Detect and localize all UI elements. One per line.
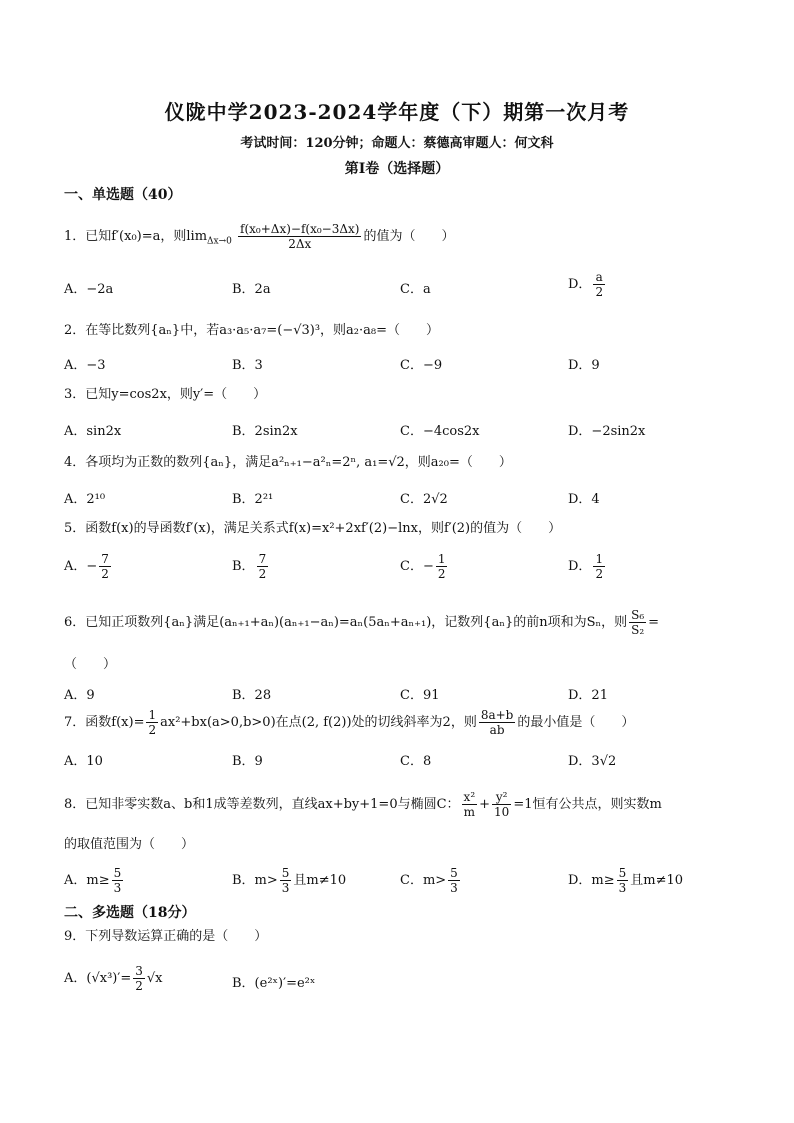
option-a[interactable]: A．−2a [64, 282, 114, 297]
option-a[interactable]: A．9 [64, 688, 95, 703]
option-a[interactable]: A．sin2x [64, 424, 122, 439]
option-b[interactable]: B．(e²ˣ)′=e²ˣ [232, 976, 316, 991]
option-d[interactable]: D． $\frac{1}{2}$ [568, 552, 604, 581]
option-b[interactable]: B．3 [232, 358, 263, 373]
options-8 [64, 866, 734, 895]
option-d[interactable]: D．3√2 [568, 754, 617, 769]
question-2: 2．在等比数列{aₙ}中，若a₃·a₅·a₇=(−√3)³，则a₂·a₈=（ ） [64, 323, 439, 338]
option-d[interactable]: D． $\frac{a}{2}$ [568, 270, 604, 299]
option-a[interactable]: A．− $\frac{7}{2}$ [64, 552, 109, 581]
option-b[interactable]: B．2a [232, 282, 271, 297]
option-d[interactable]: D．21 [568, 688, 608, 703]
option-c[interactable]: C．−9 [400, 358, 443, 373]
options-1 [64, 270, 734, 302]
options-4 [64, 488, 734, 512]
option-d[interactable]: D．−2sin2x [568, 424, 646, 439]
options-3 [64, 420, 734, 444]
option-b[interactable]: B．9 [232, 754, 263, 769]
option-a[interactable]: A．(√x³)′= $\frac{3}{2}$ √x [64, 964, 163, 993]
option-c[interactable]: C．8 [400, 754, 432, 769]
section-multi-choice: 二、多选题（18分） [64, 905, 196, 921]
fraction: $\frac{\text{f(x₀+Δx)−f(x₀−3Δx)}}{2\Delta x}$ [240, 222, 360, 251]
options-5 [64, 552, 734, 581]
question-6: 6．已知正项数列{aₙ}满足(aₙ₊₁+aₙ)(aₙ₊₁−aₙ)=aₙ(5aₙ+aₙ₊₁)，记数列{aₙ}的前n项和为Sₙ，则 $\frac{\text{S₆}}{\text{S₂}}$ = [64, 608, 660, 637]
question-8-continued: 的取值范围为（ ） [64, 837, 195, 852]
question-3: 3．已知y=cos2x，则y′=（ ） [64, 387, 267, 402]
exam-info: 考试时间：120分钟；命题人：蔡德高审题人：何文科 [240, 136, 554, 151]
option-d[interactable]: D．4 [568, 492, 600, 507]
option-c[interactable]: C．a [400, 282, 431, 297]
option-c[interactable]: C．2√2 [400, 492, 448, 507]
option-b[interactable]: B．28 [232, 688, 272, 703]
option-c[interactable]: C．− $\frac{1}{2}$ [400, 552, 446, 581]
option-d[interactable]: D．m≥ $\frac{5}{3}$ 且m≠10 [568, 866, 684, 895]
option-c[interactable]: C．−4cos2x [400, 424, 480, 439]
option-a[interactable]: A．m≥ $\frac{5}{3}$ [64, 866, 122, 895]
option-a[interactable]: A．2¹⁰ [64, 492, 106, 507]
option-b[interactable]: B． $\frac{7}{2}$ [232, 552, 267, 581]
option-d[interactable]: D．9 [568, 358, 600, 373]
question-8: 8．已知非零实数a、b和1成等差数列，直线ax+by+1=0与椭圆C： $\frac{\text{x²}}{m}$ + $\frac{\text{y²}}{10}$ =1恒有公共点，则实数m [64, 790, 662, 819]
option-a[interactable]: A．−3 [64, 358, 106, 373]
options-9 [64, 964, 734, 996]
option-b[interactable]: B．2sin2x [232, 424, 298, 439]
question-5: 5．函数f(x)的导函数f′(x)，满足关系式f(x)=x²+2xf′(2)−lnx，则f′(2)的值为（ ） [64, 521, 562, 536]
question-7: 7．函数f(x)= $\frac{1}{2}$ ax²+bx(a>0,b>0)在点(2, f(2))处的切线斜率为2，则 $\frac{8a+b}{ab}$ 的最小值是（ ） [64, 708, 635, 737]
option-b[interactable]: B．2²¹ [232, 492, 274, 507]
question-number: 1． [64, 229, 86, 244]
volume-heading: 第Ⅰ卷（选择题） [344, 161, 450, 177]
option-c[interactable]: C．91 [400, 688, 440, 703]
option-b[interactable]: B．m> $\frac{5}{3}$ 且m≠10 [232, 866, 347, 895]
option-a[interactable]: A．10 [64, 754, 103, 769]
fraction: $\frac{a}{2}$ [595, 270, 604, 299]
option-c[interactable]: C．m> $\frac{5}{3}$ [400, 866, 458, 895]
options-6 [64, 684, 734, 708]
question-1: 1．已知f′(x₀)=a，则$\lim_{\Delta x\to 0}$ $\frac{\text{f(x₀+Δx)−f(x₀−3Δx)}}{2\Delta x}$ 的值为（ ） [64, 222, 455, 251]
question-4: 4．各项均为正数的数列{aₙ}，满足a²ₙ₊₁−a²ₙ=2ⁿ, a₁=√2，则a₂₀=（ ） [64, 455, 512, 470]
options-2 [64, 354, 734, 378]
page-title: 仪陇中学2023-2024学年度（下）期第一次月考 [164, 100, 630, 124]
options-7 [64, 750, 734, 774]
question-6-continued: （ ） [64, 657, 117, 672]
question-9: 9．下列导数运算正确的是（ ） [64, 929, 268, 944]
section-single-choice: 一、单选题（40） [64, 187, 182, 203]
